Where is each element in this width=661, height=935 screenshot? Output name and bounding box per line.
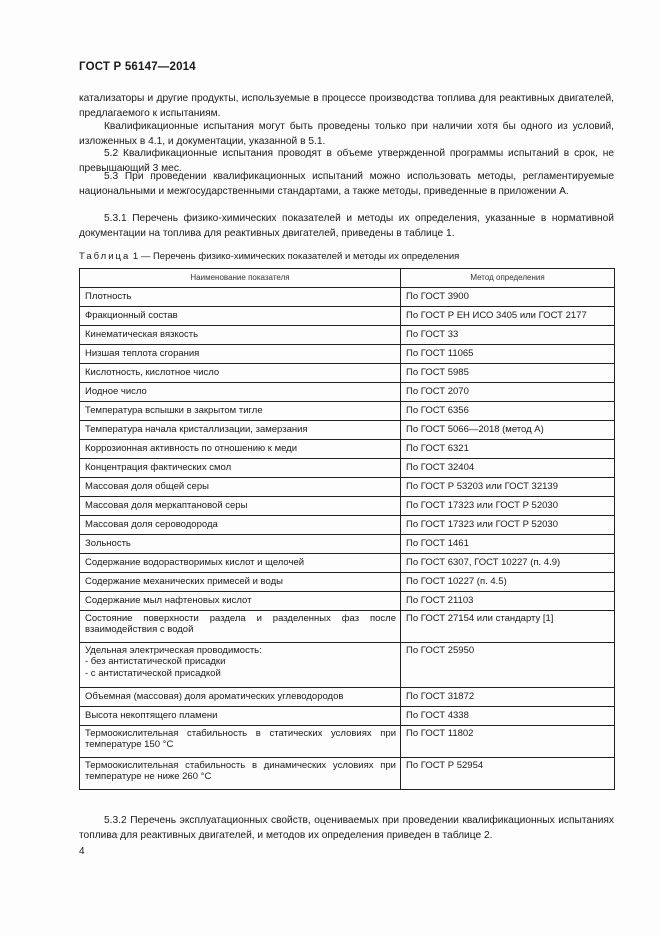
table-row <box>80 440 615 459</box>
cell-unit: °С <box>200 771 212 783</box>
table-row <box>80 688 615 707</box>
paragraph-text: 5.2 Квалификационные испытания проводят в объеме утвержденной программы испытаний в срок, не превышающий 3 мес. <box>79 148 614 174</box>
table-row <box>80 573 615 592</box>
cell-method: По ГОСТ 31872 <box>401 688 615 707</box>
cell-method: По ГОСТ 32404 <box>401 459 615 478</box>
cell-method: По ГОСТ 10227 (п. 4.5) <box>401 573 615 592</box>
cell-indicator: Состояние поверхности раздела и разделенных фаз после взаимодействия с водой <box>80 611 401 643</box>
cell-indicator: Фракционный состав <box>80 307 401 326</box>
paragraph-qualification-conditions <box>79 120 614 149</box>
cell-indicator: Содержание водорастворимых кислот и щелочей <box>80 554 401 573</box>
table-row <box>80 402 615 421</box>
table-row <box>80 726 615 758</box>
table-caption <box>79 251 459 263</box>
cell-method: По ГОСТ 17323 или ГОСТ Р 52030 <box>401 516 615 535</box>
cell-method: По ГОСТ Р 53203 или ГОСТ 32139 <box>401 478 615 497</box>
cell-method: По ГОСТ 5985 <box>401 364 615 383</box>
table-row <box>80 643 615 688</box>
cell-indicator: Зольность <box>80 535 401 554</box>
table-row <box>80 345 615 364</box>
cell-indicator: Высота некоптящего пламени <box>80 707 401 726</box>
paragraph-5-3 <box>79 170 614 199</box>
cell-indicator: Содержание мыл нафтеновых кислот <box>80 592 401 611</box>
column-header-name: Наименование показателя <box>80 269 401 288</box>
cell-method: По ГОСТ 27154 или стандарту [1] <box>401 611 615 643</box>
table-row <box>80 592 615 611</box>
cell-method: По ГОСТ 11802 <box>401 726 615 758</box>
paragraph-text: 5.3.1 Перечень физико-химических показателей и методы их определения, указанные в нормативной документации на топлива для реактивных двигателей, приведены в таблице 1. <box>79 213 614 239</box>
cell-line: Удельная электрическая проводимость: <box>85 645 262 656</box>
paragraph-5-3-1 <box>79 212 614 241</box>
cell-method: По ГОСТ 25950 <box>401 643 615 688</box>
cell-method: По ГОСТ 5066—2018 (метод А) <box>401 421 615 440</box>
cell-method: По ГОСТ 1461 <box>401 535 615 554</box>
cell-text: Термоокислительная стабильность в динамических условиях при температуре не ниже 260 <box>85 760 396 783</box>
table-row <box>80 288 615 307</box>
table-header-row <box>80 269 615 288</box>
cell-line: - без антистатической присадки <box>85 656 226 668</box>
paragraph-5-3-2 <box>79 814 614 843</box>
paragraph-text: 5.3.2 Перечень эксплуатационных свойств, оцениваемых при проведении квалификационных испытаниях топлива для реактивных двигателей, и методов их определения приведен в таблице 2. <box>79 815 614 841</box>
table-caption-label: Таблица <box>79 251 131 262</box>
table-row <box>80 364 615 383</box>
table-row <box>80 611 615 643</box>
paragraph-text: Квалификационные испытания могут быть проведены только при наличии хотя бы одного из условий, изложенных в 4.1, и документации, указанной в 5.1. <box>79 121 614 147</box>
cell-method: По ГОСТ 6321 <box>401 440 615 459</box>
cell-line: - с антистатической присадкой <box>85 667 221 679</box>
cell-method: По ГОСТ 33 <box>401 326 615 345</box>
cell-indicator <box>80 758 401 790</box>
table-row <box>80 554 615 573</box>
table-row <box>80 421 615 440</box>
cell-indicator: Температура вспышки в закрытом тигле <box>80 402 401 421</box>
column-header-method: Метод определения <box>401 269 615 288</box>
cell-method: По ГОСТ 6307, ГОСТ 10227 (п. 4.9) <box>401 554 615 573</box>
document-header: ГОСТ Р 56147—2014 <box>79 61 196 73</box>
cell-method: По ГОСТ 2070 <box>401 383 615 402</box>
cell-method: По ГОСТ 3900 <box>401 288 615 307</box>
table-row <box>80 497 615 516</box>
cell-text: Термоокислительная стабильность в статических условиях при температуре 150 <box>85 728 396 751</box>
table-row <box>80 326 615 345</box>
cell-indicator: Массовая доля общей серы <box>80 478 401 497</box>
cell-indicator: Массовая доля меркаптановой серы <box>80 497 401 516</box>
cell-indicator: Иодное число <box>80 383 401 402</box>
table-row <box>80 307 615 326</box>
cell-method: По ГОСТ Р ЕН ИСО 3405 или ГОСТ 2177 <box>401 307 615 326</box>
cell-indicator: Кислотность, кислотное число <box>80 364 401 383</box>
cell-indicator: Массовая доля сероводорода <box>80 516 401 535</box>
cell-indicator: Плотность <box>80 288 401 307</box>
paragraph-text: катализаторы и другие продукты, используемые в процессе производства топлива для реактивных двигателей, предлагаемого к испытаниям. <box>79 93 614 119</box>
cell-method: По ГОСТ 11065 <box>401 345 615 364</box>
table-row <box>80 707 615 726</box>
cell-unit: °С <box>162 739 174 751</box>
cell-method: По ГОСТ 6356 <box>401 402 615 421</box>
indicators-table <box>79 268 615 790</box>
cell-indicator: Содержание механических примесей и воды <box>80 573 401 592</box>
page-number: 4 <box>79 846 85 857</box>
cell-indicator <box>80 643 401 688</box>
cell-indicator: Объемная (массовая) доля ароматических углеводородов <box>80 688 401 707</box>
cell-indicator: Коррозионная активность по отношению к меди <box>80 440 401 459</box>
cell-method: По ГОСТ 17323 или ГОСТ Р 52030 <box>401 497 615 516</box>
cell-indicator <box>80 726 401 758</box>
cell-method: По ГОСТ 21103 <box>401 592 615 611</box>
cell-method: По ГОСТ Р 52954 <box>401 758 615 790</box>
table-row <box>80 758 615 790</box>
cell-indicator: Низшая теплота сгорания <box>80 345 401 364</box>
cell-indicator: Кинематическая вязкость <box>80 326 401 345</box>
paragraph-text: 5.3 При проведении квалификационных испытаний можно использовать методы, регламентируемые национальными и межгосударственными стандартами, а также методы, приведенные в приложении А. <box>79 171 614 197</box>
cell-method: По ГОСТ 4338 <box>401 707 615 726</box>
paragraph-catalysts <box>79 92 614 121</box>
cell-indicator: Концентрация фактических смол <box>80 459 401 478</box>
table-row <box>80 535 615 554</box>
table-row <box>80 478 615 497</box>
table-row <box>80 459 615 478</box>
table-caption-text: 1 — Перечень физико-химических показателей и методы их определения <box>132 251 460 262</box>
table-row <box>80 516 615 535</box>
cell-indicator: Температура начала кристаллизации, замерзания <box>80 421 401 440</box>
table-row <box>80 383 615 402</box>
